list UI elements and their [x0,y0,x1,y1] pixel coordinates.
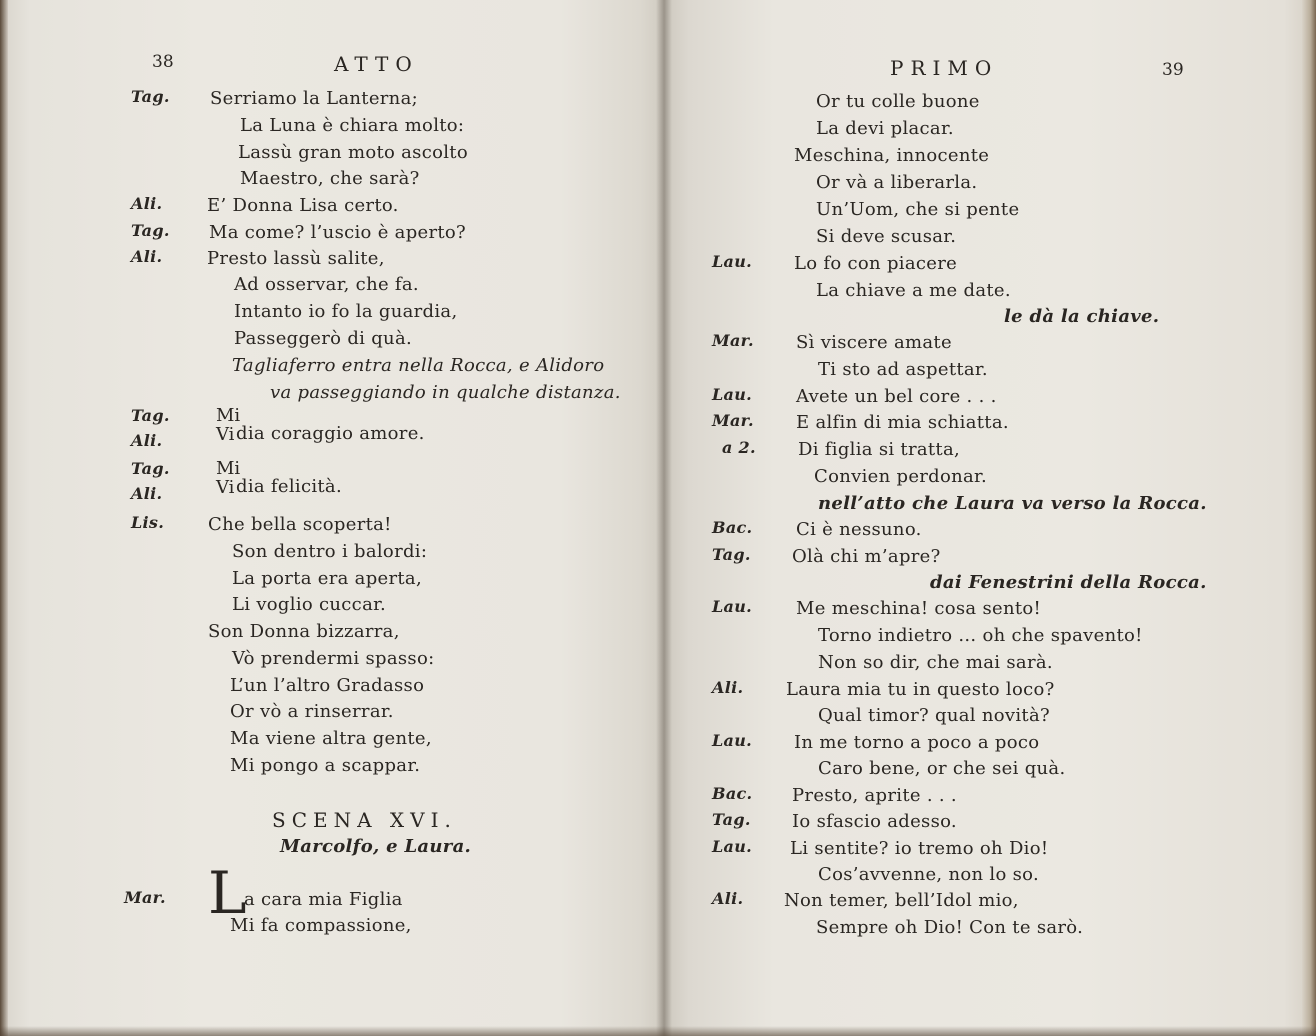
verse-line: Serriamo la Lanterna; [210,88,418,109]
speaker-label: Ali. [131,247,163,266]
verse-line: Un’Uom, che si pente [816,199,1020,220]
verse-line: dia felicità. [236,476,342,497]
speaker-label: Lau. [712,597,753,616]
verse-line: Lassù gran moto ascolto [238,142,468,163]
speaker-label: Tag. [131,406,170,425]
verse-line: Ma come? l’uscio è aperto? [209,222,467,243]
duet-vi: Vi [216,424,235,445]
speaker-label: Ali. [131,431,163,450]
stage-direction: nell’atto che Laura va verso la Rocca. [818,493,1207,514]
scene-characters: Marcolfo, e Laura. [280,836,472,857]
verse-line: Che bella scoperta! [208,514,392,535]
verse-line: Qual timor? qual novità? [818,705,1050,726]
left-running-head: ATTO [334,52,419,76]
stage-direction: va passeggiando in qualche distanza. [270,382,621,403]
verse-line: Intanto io fo la guardia, [234,301,458,322]
verse-line: La chiave a me date. [816,280,1011,301]
verse-line: Or vò a rinserrar. [230,701,394,722]
speaker-label: Ali. [712,678,744,697]
verse-line: Non temer, bell’Idol mio, [784,890,1019,911]
book-gutter [656,0,672,1036]
verse-line: Ti sto ad aspettar. [818,359,988,380]
speaker-label: Lau. [712,731,753,750]
verse-line: Sì viscere amate [796,332,952,353]
drop-cap: L [208,859,247,927]
verse-line: Maestro, che sarà? [240,168,420,189]
verse-line: Mi fa compassione, [230,915,412,936]
verse-line: E alfin di mia schiatta. [796,412,1009,433]
speaker-label: Ali. [712,889,744,908]
speaker-label: Mar. [712,411,754,430]
verse-line: Ma viene altra gente, [230,728,432,749]
speaker-label: a 2. [722,438,756,457]
verse-line: Convien perdonar. [814,466,988,487]
verse-line: Or tu colle buone [816,91,980,112]
verse-line: Me meschina! cosa sento! [796,598,1042,619]
speaker-label: Ali. [131,484,163,503]
verse-line: Caro bene, or che sei quà. [818,758,1066,779]
verse-line: Mi pongo a scappar. [230,755,421,776]
speaker-label: Lau. [712,385,753,404]
verse-line: Li voglio cuccar. [232,594,387,615]
verse-line: La devi placar. [816,118,954,139]
verse-line: Non so dir, che mai sarà. [818,652,1053,673]
verse-line: Cos’avvenne, non lo so. [818,864,1040,885]
speaker-label: Lis. [131,513,165,532]
verse-line: La porta era aperta, [232,568,422,589]
verse-line: Son dentro i balordi: [232,541,428,562]
verse-line: Presto, aprite . . . [792,785,957,806]
scene-title: SCENA XVI. [272,808,457,832]
verse-line: dia coraggio amore. [236,423,425,444]
verse-line: Avete un bel core . . . [796,386,997,407]
verse-line: La Luna è chiara molto: [240,115,465,136]
speaker-label: Ali. [131,194,163,213]
verse-line: Ad osservar, che fa. [234,274,419,295]
duet-mi: Mi [216,458,241,479]
verse-line: E’ Donna Lisa certo. [207,195,399,216]
verse-line: Passeggerò di quà. [234,328,412,349]
speaker-label: Tag. [712,810,751,829]
speaker-label: Tag. [131,87,170,106]
speaker-label: Tag. [131,221,170,240]
verse-line: Meschina, innocente [794,145,990,166]
verse-line: Son Donna bizzarra, [208,621,400,642]
verse-line: L’un l’altro Gradasso [230,675,425,696]
duet-mi: Mi [216,405,241,426]
speaker-label: Lau. [712,837,753,856]
verse-line: Laura mia tu in questo loco? [786,679,1055,700]
speaker-label: Bac. [712,518,753,537]
left-page-edge [0,0,8,1036]
stage-direction: dai Fenestrini della Rocca. [930,572,1207,593]
right-page [664,0,1316,1036]
speaker-label: Tag. [131,459,170,478]
verse-line: Olà chi m’apre? [792,546,941,567]
left-page-number: 38 [152,52,174,72]
stage-direction: Tagliaferro entra nella Rocca, e Alidoro [232,355,605,376]
stage-direction: le dà la chiave. [1004,306,1160,327]
verse-line: Vò prendermi spasso: [232,648,435,669]
verse-line: Io sfascio adesso. [792,811,957,832]
verse-line: Sempre oh Dio! Con te sarò. [816,917,1084,938]
verse-line: Lo fo con piacere [794,253,958,274]
bottom-shadow [0,1026,1316,1036]
verse-line: Si deve scusar. [816,226,957,247]
right-running-head: PRIMO [890,56,999,80]
speaker-label: Lau. [712,252,753,271]
verse-line: Presto lassù salite, [207,248,385,269]
right-page-number: 39 [1162,60,1184,80]
speaker-label: Tag. [712,545,751,564]
verse-line: a cara mia Figlia [244,889,403,910]
speaker-label: Mar. [124,888,166,907]
verse-line: Ci è nessuno. [796,519,922,540]
verse-line: In me torno a poco a poco [794,732,1040,753]
right-page-edge [1302,0,1316,1036]
verse-line: Di figlia si tratta, [798,439,961,460]
speaker-label: Bac. [712,784,753,803]
verse-line: Or và a liberarla. [816,172,978,193]
verse-line: Torno indietro ... oh che spavento! [818,625,1143,646]
verse-line: Li sentite? io tremo oh Dio! [790,838,1049,859]
duet-vi: Vi [216,477,235,498]
speaker-label: Mar. [712,331,754,350]
